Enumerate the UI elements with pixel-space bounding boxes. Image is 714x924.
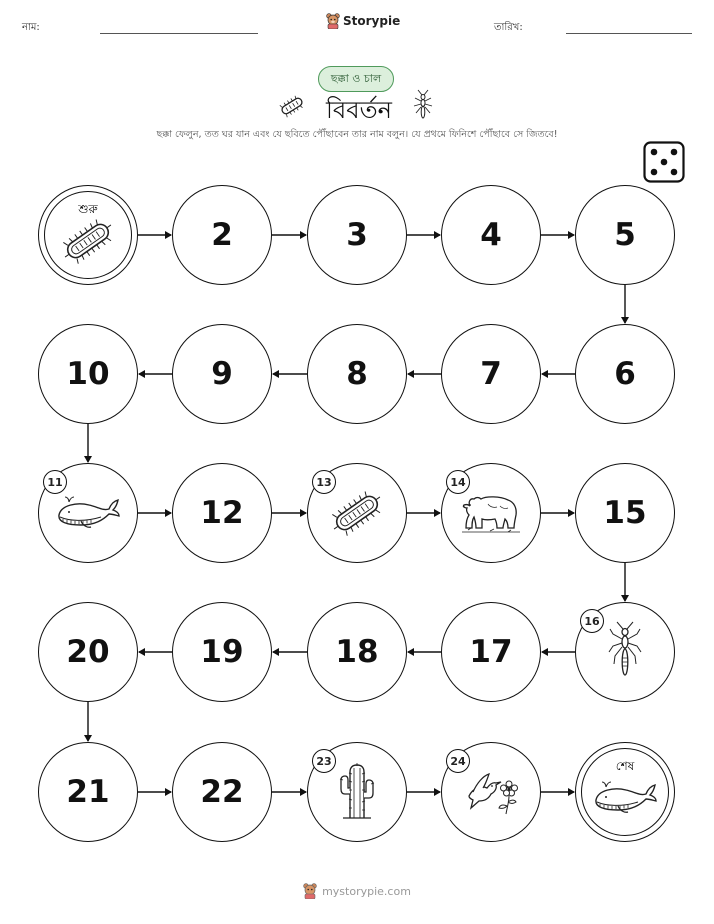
board-cell-9[interactable] bbox=[172, 324, 272, 424]
board-cell-24[interactable] bbox=[441, 742, 541, 842]
cell-number: 8 bbox=[346, 356, 368, 392]
cell-number: 12 bbox=[200, 495, 244, 531]
whale-icon bbox=[592, 778, 658, 818]
board-cell-16[interactable] bbox=[575, 602, 675, 702]
cell-number: 5 bbox=[614, 217, 636, 253]
cell-number-badge: 23 bbox=[312, 749, 336, 773]
cell-number: 4 bbox=[480, 217, 502, 253]
cell-number-badge: 14 bbox=[446, 470, 470, 494]
board-cell-8[interactable] bbox=[307, 324, 407, 424]
cell-number-badge: 16 bbox=[580, 609, 604, 633]
board-cell-10[interactable] bbox=[38, 324, 138, 424]
board-cell-15[interactable] bbox=[575, 463, 675, 563]
cell-number: 18 bbox=[335, 634, 379, 670]
board-cell-21[interactable] bbox=[38, 742, 138, 842]
date-label: তারিখ: bbox=[494, 22, 523, 33]
board-cell-20[interactable] bbox=[38, 602, 138, 702]
board-cell-2[interactable] bbox=[172, 185, 272, 285]
board-cell-23[interactable] bbox=[307, 742, 407, 842]
cell-number: 15 bbox=[603, 495, 647, 531]
bacteria-icon bbox=[326, 489, 388, 537]
cell-number-badge: 24 bbox=[446, 749, 470, 773]
cell-number: 22 bbox=[200, 774, 244, 810]
footer bbox=[0, 883, 714, 899]
cell-number: 10 bbox=[66, 356, 110, 392]
board-cell-4[interactable] bbox=[441, 185, 541, 285]
board-cell-13[interactable] bbox=[307, 463, 407, 563]
cell-number: 17 bbox=[469, 634, 513, 670]
game-type-tag: ছক্কা ও চাল bbox=[318, 66, 394, 92]
finish-cell[interactable] bbox=[575, 742, 675, 842]
cell-number-badge: 11 bbox=[43, 470, 67, 494]
board-cell-17[interactable] bbox=[441, 602, 541, 702]
board-cell-12[interactable] bbox=[172, 463, 272, 563]
board-cell-5[interactable] bbox=[575, 185, 675, 285]
board-cell-3[interactable] bbox=[307, 185, 407, 285]
whale-icon bbox=[55, 493, 121, 533]
start-label: শুরু bbox=[78, 202, 98, 216]
cell-number: 6 bbox=[614, 356, 636, 392]
cell-number: 2 bbox=[211, 217, 233, 253]
instructions: ছক্কা ফেলুন, তত ঘর যান এবং যে ছবিতে পৌঁছাবেন তার নাম বলুন। যে প্রথমে ফিনিশে পৌঁছাবে সে জিতবে! bbox=[156, 129, 558, 140]
cell-number-badge: 13 bbox=[312, 470, 336, 494]
cell-number: 3 bbox=[346, 217, 368, 253]
finish-label: শেষ bbox=[615, 759, 635, 773]
board-cell-18[interactable] bbox=[307, 602, 407, 702]
name-label: নাম: bbox=[22, 22, 40, 33]
cell-number: 19 bbox=[200, 634, 244, 670]
page-title: বিবর্তন bbox=[326, 96, 392, 124]
brand-name: Storypie bbox=[343, 14, 401, 28]
cactus-icon bbox=[335, 762, 379, 822]
board-cell-7[interactable] bbox=[441, 324, 541, 424]
insect-icon bbox=[605, 620, 645, 684]
bacteria-icon bbox=[57, 217, 119, 265]
board-cell-11[interactable] bbox=[38, 463, 138, 563]
footer-url[interactable]: mystorypie.com bbox=[322, 884, 411, 898]
board-cell-6[interactable] bbox=[575, 324, 675, 424]
board-cell-14[interactable] bbox=[441, 463, 541, 563]
cell-number: 20 bbox=[66, 634, 110, 670]
board-cell-19[interactable] bbox=[172, 602, 272, 702]
bird-flower-icon bbox=[459, 768, 523, 816]
cell-number: 21 bbox=[66, 774, 110, 810]
bear-icon bbox=[460, 490, 522, 536]
cell-number: 7 bbox=[480, 356, 502, 392]
board-cell-22[interactable] bbox=[172, 742, 272, 842]
cell-number: 9 bbox=[211, 356, 233, 392]
bear-mascot-icon bbox=[303, 883, 317, 899]
start-cell[interactable] bbox=[38, 185, 138, 285]
